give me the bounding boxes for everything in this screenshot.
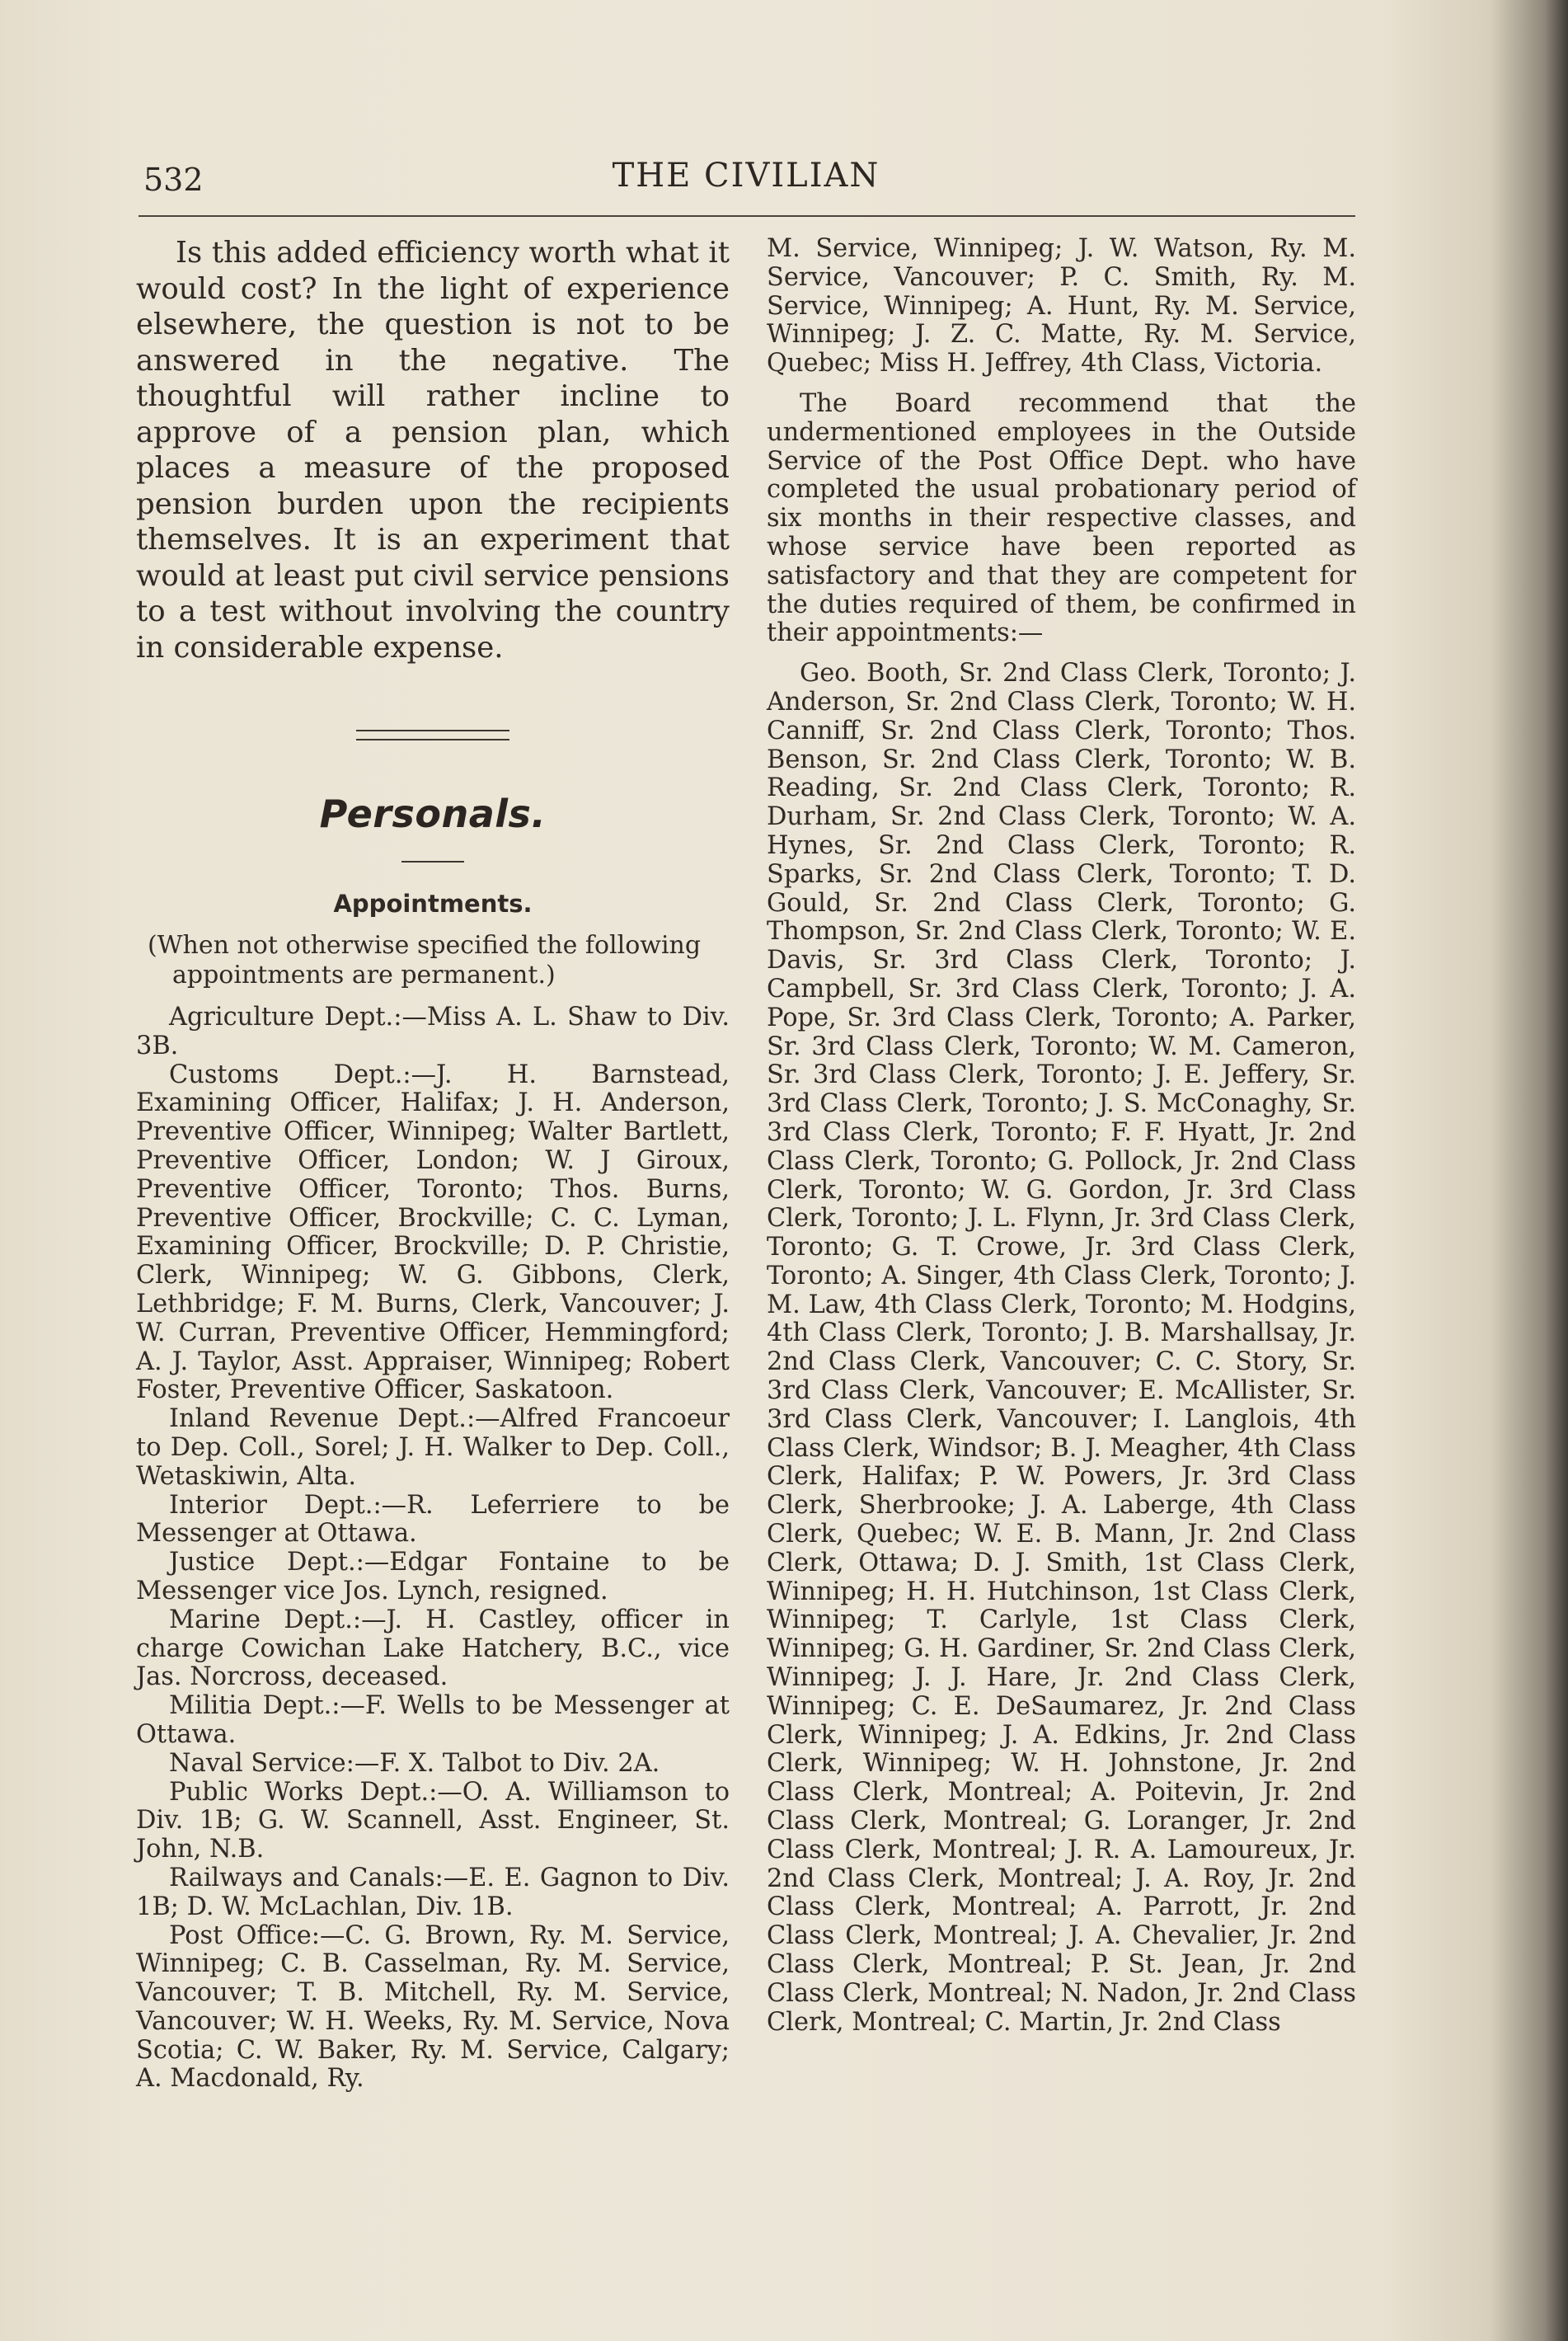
appointments-list <box>136 1004 730 2094</box>
dept-entry: Militia Dept.:—F. Wells to be Messenger at Ottawa. <box>136 1691 730 1749</box>
continued-entry: M. Service, Winnipeg; J. W. Watson, Ry. M. Service, Vancouver; P. C. Smith, Ry. M. Service, Winnipeg; A. Hunt, Ry. M. Service, Winnipeg; J. Z. C. Matte, Ry. M. Service, Quebec; Miss H. Jeffrey, 4th Class, Victoria. <box>767 234 1356 378</box>
dept-entry: Justice Dept.:—Edgar Fontaine to be Messenger vice Jos. Lynch, resigned. <box>136 1548 730 1605</box>
subheading: Appointments. <box>333 890 533 918</box>
dept-entry: Customs Dept.:—J. H. Barnstead, Examining Officer, Halifax; J. H. Anderson, Preventive Officer, Winnipeg; Walter Bartlett, Preventive Officer, London; W. J Giroux, Preventive Officer, Toronto; Thos. Burns, Preventive Officer, Brockville; C. C. Lyman, Examining Officer, Brockville; D. P. Christie, Clerk, Winnipeg; W. G. Gibbons, Clerk, Lethbridge; F. M. Burns, Clerk, Vancouver; J. W. Curran, Preventive Officer, Hemmingford; A. J. Taylor, Asst. Appraiser, Winnipeg; Robert Foster, Preventive Officer, Saskatoon. <box>136 1060 730 1405</box>
appointments-note: (When not otherwise specified the following appointments are permanent.) <box>148 931 702 990</box>
section-title: Personals. <box>319 792 547 836</box>
section-divider <box>356 730 509 740</box>
header-rule <box>138 215 1355 217</box>
board-recommendation: The Board recommend that the undermentioned employees in the Outside Service of the Post Office Dept. who have completed the usual probationary period of six months in their respective classes, and whose service have been reported as satisfactory and that they are competent for the duties required of them, be confirmed in their appointments:— <box>767 388 1356 648</box>
page-header <box>140 153 1352 203</box>
right-column-text <box>767 235 1356 2037</box>
dept-entry: Railways and Canals:—E. E. Gagnon to Div. 1B; D. W. McLachlan, Div. 1B. <box>136 1863 730 1921</box>
page-number: 532 <box>143 162 204 198</box>
right-column <box>767 235 1356 2037</box>
dept-entry: Interior Dept.:—R. Leferriere to be Messenger at Ottawa. <box>136 1490 730 1549</box>
title-rule <box>401 861 464 863</box>
dept-entry: Public Works Dept.:—O. A. Williamson to Div. 1B; G. W. Scannell, Asst. Engineer, St. John, N.B. <box>136 1777 730 1864</box>
journal-title: THE CIVILIAN <box>612 157 880 195</box>
dept-entry: Agriculture Dept.:—Miss A. L. Shaw to Div. 3B. <box>136 1003 730 1060</box>
dept-entry: Inland Revenue Dept.:—Alfred Francoeur to Dep. Coll., Sorel; J. H. Walker to Dep. Coll., Wetaskiwin, Alta. <box>136 1404 730 1491</box>
dept-entry: Marine Dept.:—J. H. Castley, officer in charge Cowichan Lake Hatchery, B.C., vice Jas. Norcross, deceased. <box>136 1605 730 1692</box>
left-column <box>136 235 730 2094</box>
dept-entry: Post Office:—C. G. Brown, Ry. M. Service, Winnipeg; C. B. Casselman, Ry. M. Service, Vancouver; T. B. Mitchell, Ry. M. Service, Vancouver; W. H. Weeks, Ry. M. Service, Nova Scotia; C. W. Baker, Ry. M. Service, Calgary; A. Macdonald, Ry. <box>136 1920 730 2094</box>
lead-paragraph: Is this added efficiency worth what it would cost? In the light of experience elsewhere, the question is not to be answered in the negative. The thoughtful will rather incline to approve of a pension plan, which places a measure of the proposed pension burden upon the recipients themselves. It is an experiment that would at least put civil service pensions to a test without involving the country in considerable expense. <box>136 236 730 665</box>
dept-entry: Naval Service:—F. X. Talbot to Div. 2A. <box>169 1748 660 1778</box>
lead-paragraph-block <box>136 235 730 665</box>
confirmed-appointments: Geo. Booth, Sr. 2nd Class Clerk, Toronto; J. Anderson, Sr. 2nd Class Clerk, Toronto; W. H. Canniff, Sr. 2nd Class Clerk, Toronto; Thos. Benson, Sr. 2nd Class Clerk, Toronto; W. B. Reading, Sr. 2nd Class Clerk, Toronto; R. Durham, Sr. 2nd Class Clerk, Toronto; W. A. Hynes, Sr. 2nd Class Clerk, Toronto; R. Sparks, Sr. 2nd Class Clerk, Toronto; T. D. Gould, Sr. 2nd Class Clerk, Toronto; G. Thompson, Sr. 2nd Class Clerk, Toronto; W. E. Davis, Sr. 3rd Class Clerk, Toronto; J. Campbell, Sr. 3rd Class Clerk, Toronto; J. A. Pope, Sr. 3rd Class Clerk, Toronto; A. Parker, Sr. 3rd Class Clerk, Toronto; W. M. Cameron, Sr. 3rd Class Clerk, Toronto; J. E. Jeffery, Sr. 3rd Class Clerk, Toronto; J. S. McConaghy, Sr. 3rd Class Clerk, Toronto; F. F. Hyatt, Jr. 2nd Class Clerk, Toronto; G. Pollock, Jr. 2nd Class Clerk, Toronto; W. G. Gordon, Jr. 3rd Class Clerk, Toronto; J. L. Flynn, Jr. 3rd Class Clerk, Toronto; G. T. Crowe, Jr. 3rd Class Clerk, Toronto; A. Singer, 4th Class Clerk, Toronto; J. M. Law, 4th Class Clerk, Toronto; M. Hodgins, 4th Class Clerk, Toronto; J. B. Marshallsay, Jr. 2nd Class Clerk, Vancouver; C. C. Story, Sr. 3rd Class Clerk, Vancouver; E. McAllister, Sr. 3rd Class Clerk, Vancouver; I. Langlois, 4th Class Clerk, Windsor; B. J. Meagher, 4th Class Clerk, Halifax; P. W. Powers, Jr. 3rd Class Clerk, Sherbrooke; J. A. Laberge, 4th Class Clerk, Quebec; W. E. B. Mann, Jr. 2nd Class Clerk, Ottawa; D. J. Smith, 1st Class Clerk, Winnipeg; H. H. Hutchinson, 1st Class Clerk, Winnipeg; T. Carlyle, 1st Class Clerk, Winnipeg; G. H. Gardiner, Sr. 2nd Class Clerk, Winnipeg; J. J. Hare, Jr. 2nd Class Clerk, Winnipeg; C. E. DeSaumarez, Jr. 2nd Class Clerk, Winnipeg; J. A. Edkins, Jr. 2nd Class Clerk, Winnipeg; W. H. Johnstone, Jr. 2nd Class Clerk, Montreal; A. Poitevin, Jr. 2nd Class Clerk, Montreal; G. Loranger, Jr. 2nd Class Clerk, Montreal; J. R. A. Lamoureux, Jr. 2nd Class Clerk, Montreal; J. A. Roy, Jr. 2nd Class Clerk, Montreal; A. Parrott, Jr. 2nd Class Clerk, Montreal; J. A. Chevalier, Jr. 2nd Class Clerk, Montreal; P. St. Jean, Jr. 2nd Class Clerk, Montreal; N. Nadon, Jr. 2nd Class Clerk, Montreal; C. Martin, Jr. 2nd Class <box>767 659 1356 2037</box>
